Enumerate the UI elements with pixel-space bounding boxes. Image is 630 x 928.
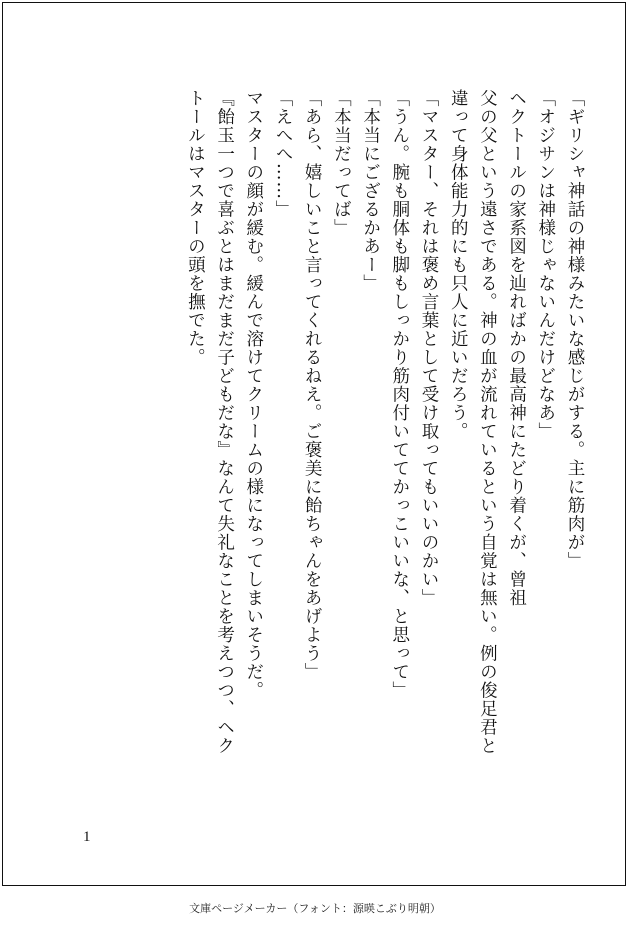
text-line-4: 父の父という遠さである。神の血が流れているという自覚は無い。例の俊足君と xyxy=(477,89,498,755)
text-line-11: 「えへへ……」 xyxy=(272,89,293,219)
text-line-12: マスターの顔が緩む。緩んで溶けてクリームの様になってしまいそうだ。 xyxy=(243,89,264,700)
text-line-10: 「あら、嬉しいこと言ってくれるねえ。ご褒美に飴ちゃんをあげよう」 xyxy=(302,89,323,681)
text-line-14: トールはマスターの頭を撫でた。 xyxy=(185,89,206,367)
footer-caption: 文庫ページメーカー（フォント：源暎こぶり明朝） xyxy=(189,902,441,915)
page-number: 1 xyxy=(83,829,91,845)
text-line-7: 「うん。腕も胴体も脚もしっかり筋肉付いててかっこいいな、と思って」 xyxy=(389,89,410,700)
vertical-text-body xyxy=(180,89,589,819)
text-line-2: 「オジサンは神様じゃないんだけどなあ」 xyxy=(535,89,556,441)
text-line-6: 「マスター、それは褒め言葉として受け取ってもいいのかい」 xyxy=(418,89,439,607)
text-line-5: 違って身体能力的にも只人に近いだろう。 xyxy=(448,89,469,441)
text-line-1: 「ギリシャ神話の神様みたいな感じがする。主に筋肉が」 xyxy=(565,89,585,570)
page-frame xyxy=(2,2,626,886)
text-line-9: 「本当だってば」 xyxy=(331,89,352,237)
text-line-8: 「本当にござるかあー」 xyxy=(360,89,381,293)
text-line-3: ヘクトールの家系図を辿ればかの最高神にたどり着くが、曾祖 xyxy=(506,89,527,607)
text-line-13: 『飴玉一つで喜ぶとはまだまだ子どもだな』なんて失礼なことを考えつつ、ヘク xyxy=(214,89,235,755)
